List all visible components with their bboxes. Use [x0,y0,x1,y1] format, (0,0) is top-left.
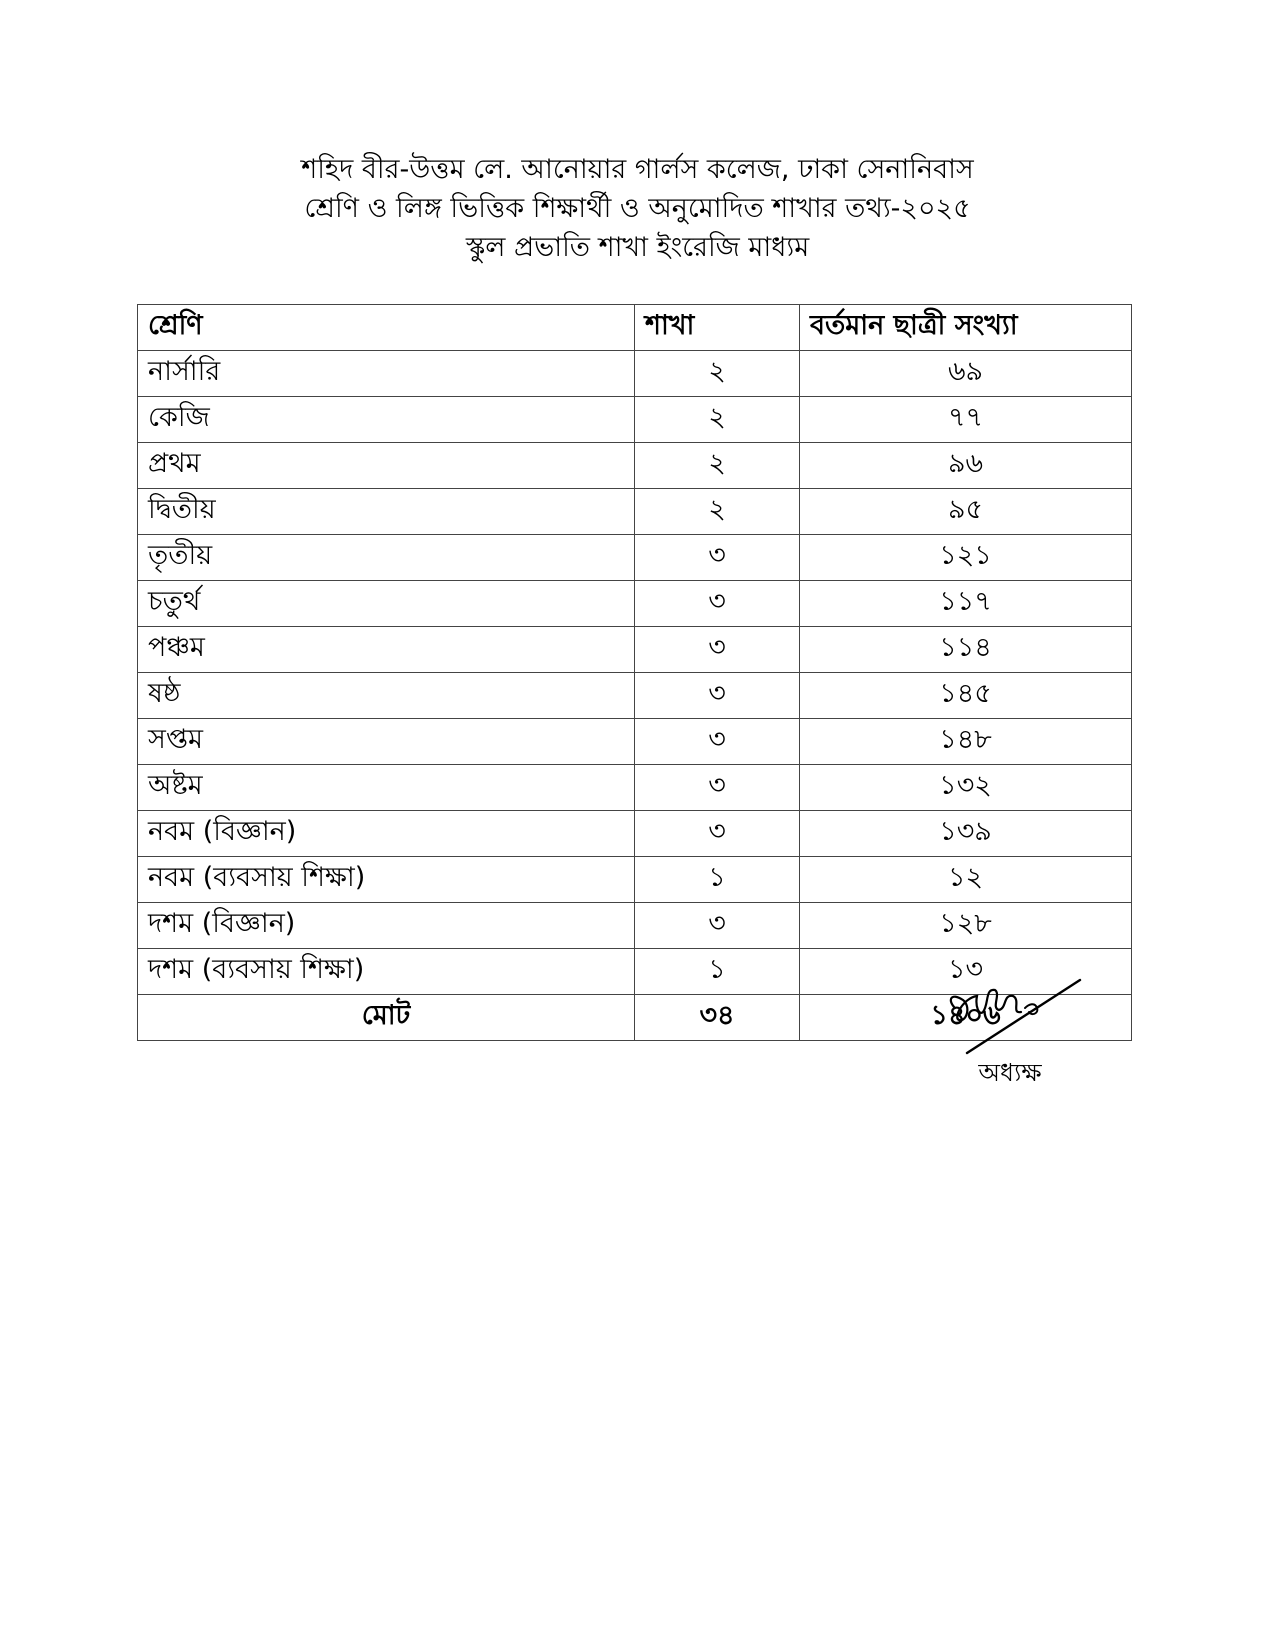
table-row [138,673,1132,719]
students-cell: ১১৪ [800,627,1132,673]
class-cell: কেজি [138,397,635,443]
students-cell: ১৩২ [800,765,1132,811]
sections-cell: ৩ [635,719,800,765]
table-row [138,765,1132,811]
class-cell: সপ্তম [138,719,635,765]
table-row [138,627,1132,673]
principal-signature [945,978,1085,1058]
sections-cell: ২ [635,397,800,443]
class-cell: দ্বিতীয় [138,489,635,535]
total-label: মোট [138,995,635,1041]
students-cell: ১২১ [800,535,1132,581]
class-cell: নবম (ব্যবসায় শিক্ষা) [138,857,635,903]
sections-cell: ৩ [635,673,800,719]
table-row [138,351,1132,397]
table-row [138,397,1132,443]
total-sections: ৩৪ [635,995,800,1041]
sections-cell: ১ [635,949,800,995]
sections-cell: ২ [635,489,800,535]
students-cell: ১১৭ [800,581,1132,627]
table-row [138,857,1132,903]
sections-cell: ২ [635,351,800,397]
table-row [138,489,1132,535]
sections-cell: ৩ [635,627,800,673]
class-cell: চতুর্থ [138,581,635,627]
table-row [138,535,1132,581]
sections-cell: ৩ [635,581,800,627]
table-body [138,351,1132,995]
students-cell: ১৪৫ [800,673,1132,719]
table-row [138,811,1132,857]
document-subtitle: স্কুল প্রভাতি শাখা ইংরেজি মাধ্যম [465,232,810,263]
students-cell: ৭৭ [800,397,1132,443]
class-cell: ষষ্ঠ [138,673,635,719]
students-cell: ১৩ [800,949,1132,995]
table-header-row [138,305,1132,351]
class-cell: প্রথম [138,443,635,489]
signatory-title: অধ্যক্ষ [978,1058,1042,1087]
students-cell: ১৪৮ [800,719,1132,765]
header-sections: শাখা [635,305,800,351]
sections-cell: ৩ [635,535,800,581]
header-class: শ্রেণি [138,305,635,351]
class-cell: পঞ্চম [138,627,635,673]
sections-cell: ৩ [635,765,800,811]
students-cell: ১২ [800,857,1132,903]
class-cell: নার্সারি [138,351,635,397]
students-cell: ১২৮ [800,903,1132,949]
sections-cell: ২ [635,443,800,489]
students-cell: ৯৬ [800,443,1132,489]
students-cell: ৬৯ [800,351,1132,397]
table-row [138,903,1132,949]
students-cell: ১৩৯ [800,811,1132,857]
sections-cell: ৩ [635,903,800,949]
table-row [138,719,1132,765]
sections-cell: ১ [635,857,800,903]
header-students: বর্তমান ছাত্রী সংখ্যা [800,305,1132,351]
document-heading [0,150,1275,267]
table-row [138,581,1132,627]
class-cell: অষ্টম [138,765,635,811]
sections-cell: ৩ [635,811,800,857]
class-cell: দশম (ব্যবসায় শিক্ষা) [138,949,635,995]
class-cell: দশম (বিজ্ঞান) [138,903,635,949]
institution-name: শহিদ বীর-উত্তম লে. আনোয়ার গার্লস কলেজ, ঢাকা সেনানিবাস [301,154,974,185]
class-cell: নবম (বিজ্ঞান) [138,811,635,857]
table-row [138,443,1132,489]
students-cell: ৯৫ [800,489,1132,535]
total-students: ১৪০৬ [800,995,1132,1041]
class-cell: তৃতীয় [138,535,635,581]
student-stats-table [137,304,1132,1041]
document-title: শ্রেণি ও লিঙ্গ ভিত্তিক শিক্ষার্থী ও অনুমোদিত শাখার তথ্য-২০২৫ [304,193,971,224]
